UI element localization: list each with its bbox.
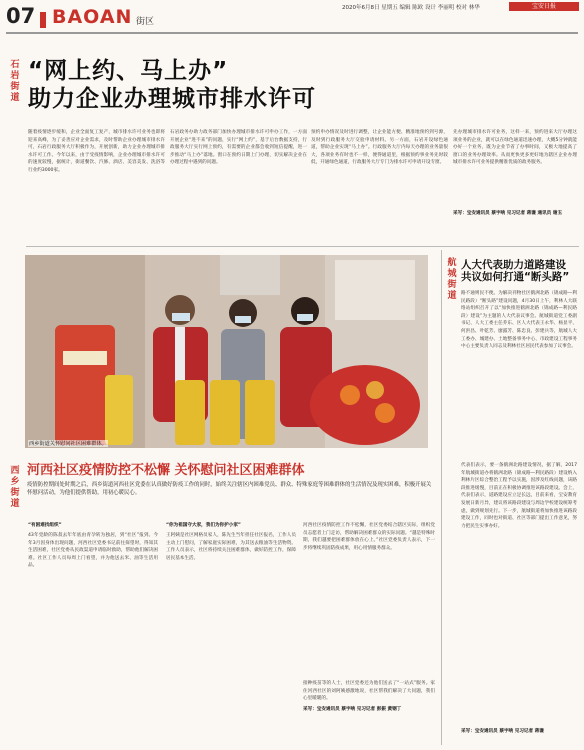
story2-column-4: 接种疫苗等的人士，社区党委还为他们送去了“一站式”服务。家住河西社区的刘阿姨感激地说，社区帮我们解决了大问题，我们心里暖暖的。 [303, 681, 435, 702]
story1-column-2: 石岩政务办助力政务部门加快办理城市排水许可申办工作，一方面开展企业“进不来”的问题，实行“网上约”，基于后台数据支持，行政服务大厅实行网上预约，有需要的企业都会收到短信提醒，进一步推动“马上办”落地。窗口在预约日期上门办理，切实解决企业在办理过程中遇到的问题。 [170, 130, 307, 166]
story3-body-2: 代表们表示，要一条鹤洲北路建设情况，据了解，2017年航城街道办将鹤洲北路（锦成路—利民路段）建设纳入利林片区综合整治工程予以实施，因涉及红线问题，该路段推进缓慢，目前正在积极协调推进该路段建设。会上，代表们表示，道路建设应立足长远，目前来看，宝安教育发展日新月异，建议将该路段建设与周边学校建设统筹考虑，做到规划先行。下一步，航城街道将加快推进该路段建设工作，同时也对街道、社区等部门提出工作意见，努力把民生实事办好。 [461, 463, 577, 529]
story3-headline-line1: 人大代表助力道路建设 [461, 259, 566, 271]
photo-caption: 西乡街道关怀慰问社区困难群体。 [29, 441, 107, 447]
side-label-hangcheng: 航城街道 [447, 258, 457, 301]
dateline: 2020年6月8日 星期五 编辑 陈欧 设计 李丽明 校对 林华 [342, 5, 480, 11]
story3-body: 路不通则民不便。为解决刊物社区鹤洲北路（锦成路—利民路段）“断头路”建设问题，4月30日上午，利林人大联络站组织召开了以“加快推进鹤洲北路（锦成路—利民路段）建设”为主题的人大代表议事会。航城街道党工委副书记、人大工委主任乔东、区人大代表王永华、杨显平、何洪昌、叶乾芳、廖露芳、陈忠良、彭建兵等，航城人大工委办、城建办、土地整备事务中心、市政建设工程事务中心主要负责人同志及利林社区居民代表参加了议事会。 [461, 291, 577, 350]
story2-column-1: 43年党龄的陈叔去年年底由青孕转为独居，到“社区”报到。今年3月因身体出现问题，河西社区党委书记前往探望时，得知其生活困难，社区党委从民政渠道申请临时救助，帮助他们解决困难。社区工作人员每周上门看望，并为他送去米、油等生活用品。 [28, 533, 158, 569]
story3-byline: 采写：宝安通讯员 蔡宇响 见习记者 蒋谦 [461, 729, 544, 734]
header-divider [6, 32, 578, 34]
story1-byline: 采写：宝安通讯员 蔡宇响 见习记者 蒋谦 通讯员 谢玉 [453, 211, 563, 216]
news-photo [25, 255, 428, 448]
story2-column-2: 王阿姨是社区网格员家人，陈先生当年担任社区报名，工作人员主动上门慰问，了解家庭实际困难，为其送去粮油等生活物资。工作人员表示，社区将持续关注困难群体，做好防控工作，保障居民基本生活。 [166, 533, 296, 561]
column-divider [441, 250, 442, 745]
story2-lead: 疫情防控期间处时期之后，西乡街道河西社区党委在认真做好防疫工作的同时，始终关注辖区内困难党员、群众、特殊家庭等困难群体的生活情况及现实困难，积极开展关怀慰问活动，为他们提供帮助，用初心暖民心。 [27, 482, 432, 497]
photo-illustration [25, 255, 428, 448]
story-divider [26, 246, 446, 247]
page-number: 07 [6, 4, 36, 28]
story2-column-3: 河西社区疫情防控工作不松懈，社区党委结合辖区实际，组织党员志愿者上门走访，帮助解决困难群众的实际问题。“越是特殊时期，我们越要把困难群体放在心上。”社区党委负责人表示，下一步将继续巩固防疫成果，用心用情服务群众。 [303, 523, 435, 551]
story1-column-1: 随着疫情逐步缓和，企业全面复工复产，城市排水许可业务也即将迎来高峰，为了妥善应对企业需求，及时帮助企业办理城市排水许可，石岩行政服务大厅积极作为，开展创新，助力企业办理城市排水许可工作。今年以来，由于受疫情影响，企业办理城市排水许可的速度较慢，据统计，街道餐饮、汽修、酒店、美容美发、洗浴等行业约3000家。 [28, 130, 165, 173]
story-divider-right [443, 246, 579, 247]
story2-subhead-1: “有困难找组织” [28, 523, 62, 528]
section-title: 街区 [136, 17, 155, 27]
newspaper-logo: 宝安日报 [509, 2, 579, 11]
brand-title: BAOAN [52, 6, 133, 28]
story3-headline-line2: 共议如何打通“断头路” [461, 271, 570, 283]
story1-column-4: 先办理城市排水许可业务，这样一来，预约进来大厅办理这项业务的企业，就可以在绿色通道迅速办理，大概5分钟就能办好一个业务，既为企业节省了办事时间，又极大地提高了窗口的业务办理效率。从而更快更多更好地为辖区企业办理城市排水许可业务提供精准优质的政务服务。 [453, 130, 577, 166]
story2-subhead-2: “你为祖国守大家，我们为你护小家” [166, 523, 241, 528]
header-accent-bar [40, 12, 46, 28]
side-label-xixiang: 西乡街道 [10, 466, 20, 509]
story1-headline-line2: 助力企业办理城市排水许可 [28, 86, 316, 112]
story2-headline: 河西社区疫情防控不松懈 关怀慰问社区困难群体 [27, 463, 305, 478]
side-label-shiyan: 石岩街道 [10, 60, 20, 103]
story1-headline-line1: “网上约、马上办” [28, 58, 229, 84]
story1-column-3: 预约申办情况及时进行调整，让企业能方便、精准地预约到号源，及时到行政服务大厅交验申请材料。另一方面，石岩开设绿色通道，帮助企业实现“马上办”。行政服务大厅内每天办理的业务量很大，各项业务有时也不一样，便得通道里，根据预约事业务先时较低，开通绿色通道，行政服务大厅专门为排水许可申请开设专窗。 [311, 130, 448, 166]
story2-byline: 采写：宝安通讯员 蔡宇响 见习记者 彭振 黄钢丁 [303, 707, 402, 712]
